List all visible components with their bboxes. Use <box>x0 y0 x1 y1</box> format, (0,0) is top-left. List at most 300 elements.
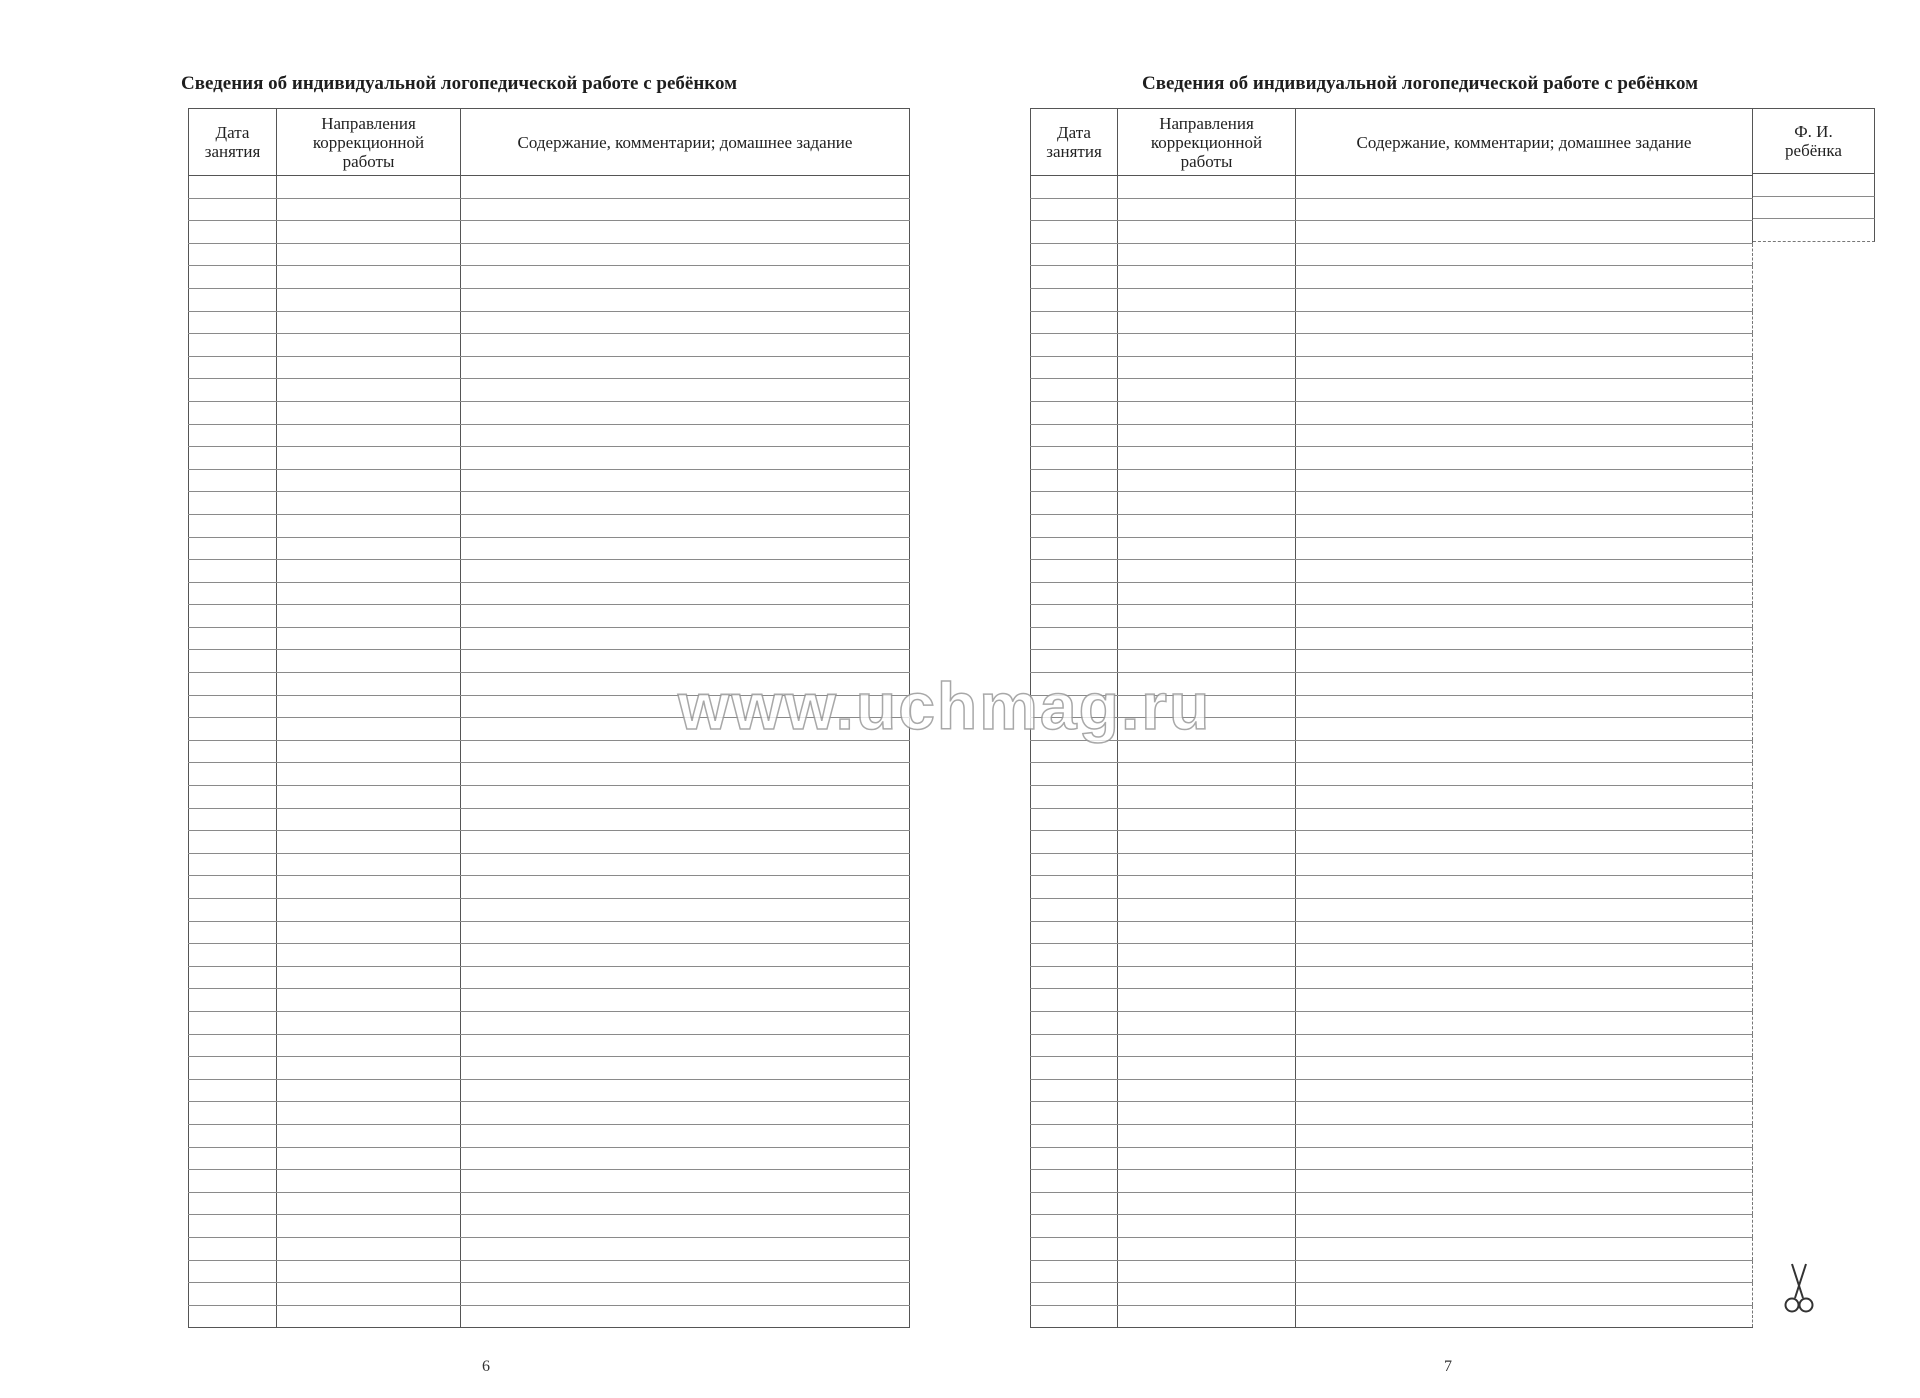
date-cell[interactable] <box>1031 944 1118 967</box>
direction-cell[interactable] <box>277 243 461 266</box>
content-cell[interactable] <box>1296 808 1753 831</box>
content-cell[interactable] <box>461 288 910 311</box>
direction-cell[interactable] <box>1118 853 1296 876</box>
direction-cell[interactable] <box>277 1305 461 1328</box>
direction-cell[interactable] <box>1118 198 1296 221</box>
content-cell[interactable] <box>1296 1034 1753 1057</box>
direction-cell[interactable] <box>1118 1215 1296 1238</box>
date-cell[interactable] <box>1031 921 1118 944</box>
content-cell[interactable] <box>1296 560 1753 583</box>
direction-cell[interactable] <box>277 673 461 696</box>
child-name-row[interactable] <box>1753 197 1875 220</box>
direction-cell[interactable] <box>1118 1147 1296 1170</box>
date-cell[interactable] <box>189 221 277 244</box>
direction-cell[interactable] <box>277 582 461 605</box>
direction-cell[interactable] <box>277 695 461 718</box>
date-cell[interactable] <box>1031 401 1118 424</box>
date-cell[interactable] <box>189 989 277 1012</box>
direction-cell[interactable] <box>277 1147 461 1170</box>
date-cell[interactable] <box>189 853 277 876</box>
date-cell[interactable] <box>189 243 277 266</box>
date-cell[interactable] <box>1031 492 1118 515</box>
direction-cell[interactable] <box>1118 469 1296 492</box>
direction-cell[interactable] <box>277 853 461 876</box>
direction-cell[interactable] <box>277 740 461 763</box>
content-cell[interactable] <box>461 311 910 334</box>
date-cell[interactable] <box>1031 379 1118 402</box>
date-cell[interactable] <box>189 198 277 221</box>
content-cell[interactable] <box>461 1147 910 1170</box>
direction-cell[interactable] <box>1118 1102 1296 1125</box>
content-cell[interactable] <box>461 944 910 967</box>
direction-cell[interactable] <box>1118 401 1296 424</box>
direction-cell[interactable] <box>277 808 461 831</box>
content-cell[interactable] <box>461 1237 910 1260</box>
direction-cell[interactable] <box>1118 989 1296 1012</box>
date-cell[interactable] <box>189 627 277 650</box>
direction-cell[interactable] <box>277 560 461 583</box>
date-cell[interactable] <box>1031 808 1118 831</box>
direction-cell[interactable] <box>1118 1079 1296 1102</box>
content-cell[interactable] <box>461 1124 910 1147</box>
date-cell[interactable] <box>1031 1283 1118 1306</box>
date-cell[interactable] <box>189 831 277 854</box>
content-cell[interactable] <box>461 1260 910 1283</box>
direction-cell[interactable] <box>1118 1305 1296 1328</box>
content-cell[interactable] <box>1296 605 1753 628</box>
content-cell[interactable] <box>461 876 910 899</box>
direction-cell[interactable] <box>1118 763 1296 786</box>
direction-cell[interactable] <box>277 1260 461 1283</box>
direction-cell[interactable] <box>1118 1057 1296 1080</box>
direction-cell[interactable] <box>1118 673 1296 696</box>
date-cell[interactable] <box>189 537 277 560</box>
direction-cell[interactable] <box>277 1170 461 1193</box>
direction-cell[interactable] <box>277 1124 461 1147</box>
direction-cell[interactable] <box>1118 605 1296 628</box>
direction-cell[interactable] <box>1118 808 1296 831</box>
date-cell[interactable] <box>1031 334 1118 357</box>
date-cell[interactable] <box>189 401 277 424</box>
content-cell[interactable] <box>1296 1011 1753 1034</box>
direction-cell[interactable] <box>1118 311 1296 334</box>
date-cell[interactable] <box>1031 695 1118 718</box>
direction-cell[interactable] <box>1118 1260 1296 1283</box>
date-cell[interactable] <box>189 1192 277 1215</box>
date-cell[interactable] <box>189 718 277 741</box>
content-cell[interactable] <box>461 176 910 199</box>
content-cell[interactable] <box>461 786 910 809</box>
date-cell[interactable] <box>1031 1215 1118 1238</box>
direction-cell[interactable] <box>277 605 461 628</box>
content-cell[interactable] <box>461 740 910 763</box>
direction-cell[interactable] <box>277 176 461 199</box>
direction-cell[interactable] <box>277 311 461 334</box>
content-cell[interactable] <box>461 266 910 289</box>
content-cell[interactable] <box>1296 718 1753 741</box>
content-cell[interactable] <box>1296 673 1753 696</box>
direction-cell[interactable] <box>277 899 461 922</box>
date-cell[interactable] <box>189 1260 277 1283</box>
child-name-row[interactable] <box>1753 174 1875 197</box>
date-cell[interactable] <box>1031 966 1118 989</box>
content-cell[interactable] <box>1296 1102 1753 1125</box>
date-cell[interactable] <box>189 808 277 831</box>
direction-cell[interactable] <box>277 876 461 899</box>
content-cell[interactable] <box>461 695 910 718</box>
date-cell[interactable] <box>189 1034 277 1057</box>
content-cell[interactable] <box>1296 627 1753 650</box>
date-cell[interactable] <box>1031 243 1118 266</box>
direction-cell[interactable] <box>277 266 461 289</box>
content-cell[interactable] <box>1296 966 1753 989</box>
content-cell[interactable] <box>1296 424 1753 447</box>
date-cell[interactable] <box>1031 176 1118 199</box>
content-cell[interactable] <box>1296 1170 1753 1193</box>
direction-cell[interactable] <box>1118 221 1296 244</box>
direction-cell[interactable] <box>1118 560 1296 583</box>
date-cell[interactable] <box>189 1124 277 1147</box>
content-cell[interactable] <box>461 379 910 402</box>
direction-cell[interactable] <box>277 334 461 357</box>
content-cell[interactable] <box>461 1192 910 1215</box>
direction-cell[interactable] <box>277 469 461 492</box>
content-cell[interactable] <box>1296 379 1753 402</box>
content-cell[interactable] <box>461 221 910 244</box>
content-cell[interactable] <box>461 537 910 560</box>
date-cell[interactable] <box>189 944 277 967</box>
direction-cell[interactable] <box>277 379 461 402</box>
content-cell[interactable] <box>1296 786 1753 809</box>
date-cell[interactable] <box>189 1079 277 1102</box>
date-cell[interactable] <box>189 334 277 357</box>
content-cell[interactable] <box>1296 1283 1753 1306</box>
direction-cell[interactable] <box>277 627 461 650</box>
direction-cell[interactable] <box>277 989 461 1012</box>
content-cell[interactable] <box>461 356 910 379</box>
date-cell[interactable] <box>1031 1237 1118 1260</box>
content-cell[interactable] <box>461 560 910 583</box>
direction-cell[interactable] <box>277 1283 461 1306</box>
content-cell[interactable] <box>1296 695 1753 718</box>
direction-cell[interactable] <box>277 1237 461 1260</box>
content-cell[interactable] <box>1296 1057 1753 1080</box>
direction-cell[interactable] <box>277 514 461 537</box>
date-cell[interactable] <box>1031 831 1118 854</box>
direction-cell[interactable] <box>1118 1170 1296 1193</box>
content-cell[interactable] <box>461 763 910 786</box>
content-cell[interactable] <box>461 673 910 696</box>
date-cell[interactable] <box>1031 1079 1118 1102</box>
direction-cell[interactable] <box>277 492 461 515</box>
date-cell[interactable] <box>1031 853 1118 876</box>
date-cell[interactable] <box>1031 424 1118 447</box>
date-cell[interactable] <box>189 695 277 718</box>
content-cell[interactable] <box>461 921 910 944</box>
date-cell[interactable] <box>1031 605 1118 628</box>
content-cell[interactable] <box>461 605 910 628</box>
direction-cell[interactable] <box>277 1057 461 1080</box>
content-cell[interactable] <box>1296 311 1753 334</box>
date-cell[interactable] <box>189 650 277 673</box>
date-cell[interactable] <box>1031 266 1118 289</box>
direction-cell[interactable] <box>1118 1237 1296 1260</box>
direction-cell[interactable] <box>277 966 461 989</box>
date-cell[interactable] <box>1031 899 1118 922</box>
direction-cell[interactable] <box>1118 356 1296 379</box>
date-cell[interactable] <box>189 447 277 470</box>
content-cell[interactable] <box>461 1215 910 1238</box>
direction-cell[interactable] <box>277 1011 461 1034</box>
date-cell[interactable] <box>189 356 277 379</box>
date-cell[interactable] <box>1031 1305 1118 1328</box>
direction-cell[interactable] <box>1118 1124 1296 1147</box>
direction-cell[interactable] <box>1118 288 1296 311</box>
date-cell[interactable] <box>1031 560 1118 583</box>
date-cell[interactable] <box>1031 1124 1118 1147</box>
content-cell[interactable] <box>461 401 910 424</box>
direction-cell[interactable] <box>1118 537 1296 560</box>
content-cell[interactable] <box>461 650 910 673</box>
content-cell[interactable] <box>461 424 910 447</box>
content-cell[interactable] <box>1296 243 1753 266</box>
date-cell[interactable] <box>1031 447 1118 470</box>
date-cell[interactable] <box>189 1147 277 1170</box>
date-cell[interactable] <box>1031 673 1118 696</box>
direction-cell[interactable] <box>277 650 461 673</box>
date-cell[interactable] <box>189 582 277 605</box>
date-cell[interactable] <box>189 763 277 786</box>
direction-cell[interactable] <box>1118 966 1296 989</box>
direction-cell[interactable] <box>1118 944 1296 967</box>
content-cell[interactable] <box>1296 921 1753 944</box>
content-cell[interactable] <box>1296 1237 1753 1260</box>
date-cell[interactable] <box>189 1283 277 1306</box>
content-cell[interactable] <box>1296 899 1753 922</box>
content-cell[interactable] <box>1296 763 1753 786</box>
content-cell[interactable] <box>461 1011 910 1034</box>
content-cell[interactable] <box>1296 537 1753 560</box>
direction-cell[interactable] <box>1118 1011 1296 1034</box>
content-cell[interactable] <box>461 1079 910 1102</box>
content-cell[interactable] <box>461 198 910 221</box>
date-cell[interactable] <box>189 560 277 583</box>
date-cell[interactable] <box>189 899 277 922</box>
date-cell[interactable] <box>1031 514 1118 537</box>
date-cell[interactable] <box>1031 650 1118 673</box>
date-cell[interactable] <box>189 786 277 809</box>
date-cell[interactable] <box>189 469 277 492</box>
content-cell[interactable] <box>461 334 910 357</box>
date-cell[interactable] <box>189 1102 277 1125</box>
direction-cell[interactable] <box>277 356 461 379</box>
content-cell[interactable] <box>1296 288 1753 311</box>
date-cell[interactable] <box>189 1215 277 1238</box>
content-cell[interactable] <box>1296 831 1753 854</box>
content-cell[interactable] <box>461 492 910 515</box>
direction-cell[interactable] <box>1118 514 1296 537</box>
content-cell[interactable] <box>461 582 910 605</box>
content-cell[interactable] <box>1296 514 1753 537</box>
date-cell[interactable] <box>189 514 277 537</box>
date-cell[interactable] <box>1031 876 1118 899</box>
content-cell[interactable] <box>1296 401 1753 424</box>
direction-cell[interactable] <box>1118 786 1296 809</box>
content-cell[interactable] <box>1296 853 1753 876</box>
date-cell[interactable] <box>1031 198 1118 221</box>
date-cell[interactable] <box>1031 469 1118 492</box>
direction-cell[interactable] <box>277 221 461 244</box>
date-cell[interactable] <box>1031 582 1118 605</box>
date-cell[interactable] <box>189 288 277 311</box>
date-cell[interactable] <box>1031 718 1118 741</box>
content-cell[interactable] <box>461 989 910 1012</box>
direction-cell[interactable] <box>1118 831 1296 854</box>
direction-cell[interactable] <box>277 401 461 424</box>
date-cell[interactable] <box>1031 786 1118 809</box>
direction-cell[interactable] <box>1118 650 1296 673</box>
content-cell[interactable] <box>1296 1215 1753 1238</box>
content-cell[interactable] <box>461 1283 910 1306</box>
direction-cell[interactable] <box>1118 582 1296 605</box>
date-cell[interactable] <box>1031 989 1118 1012</box>
direction-cell[interactable] <box>1118 876 1296 899</box>
content-cell[interactable] <box>461 627 910 650</box>
date-cell[interactable] <box>1031 221 1118 244</box>
date-cell[interactable] <box>189 266 277 289</box>
direction-cell[interactable] <box>277 1034 461 1057</box>
date-cell[interactable] <box>1031 1057 1118 1080</box>
direction-cell[interactable] <box>277 831 461 854</box>
content-cell[interactable] <box>1296 221 1753 244</box>
content-cell[interactable] <box>1296 1192 1753 1215</box>
content-cell[interactable] <box>461 808 910 831</box>
content-cell[interactable] <box>461 853 910 876</box>
content-cell[interactable] <box>1296 176 1753 199</box>
direction-cell[interactable] <box>1118 447 1296 470</box>
date-cell[interactable] <box>189 1237 277 1260</box>
content-cell[interactable] <box>461 718 910 741</box>
content-cell[interactable] <box>1296 650 1753 673</box>
direction-cell[interactable] <box>277 288 461 311</box>
direction-cell[interactable] <box>1118 1034 1296 1057</box>
direction-cell[interactable] <box>1118 176 1296 199</box>
content-cell[interactable] <box>461 1057 910 1080</box>
direction-cell[interactable] <box>1118 424 1296 447</box>
content-cell[interactable] <box>1296 266 1753 289</box>
direction-cell[interactable] <box>1118 740 1296 763</box>
content-cell[interactable] <box>1296 989 1753 1012</box>
date-cell[interactable] <box>189 740 277 763</box>
date-cell[interactable] <box>189 492 277 515</box>
content-cell[interactable] <box>461 1305 910 1328</box>
date-cell[interactable] <box>189 1305 277 1328</box>
content-cell[interactable] <box>461 1102 910 1125</box>
content-cell[interactable] <box>461 447 910 470</box>
content-cell[interactable] <box>1296 1260 1753 1283</box>
date-cell[interactable] <box>189 605 277 628</box>
direction-cell[interactable] <box>277 198 461 221</box>
direction-cell[interactable] <box>277 1102 461 1125</box>
date-cell[interactable] <box>1031 311 1118 334</box>
direction-cell[interactable] <box>1118 243 1296 266</box>
content-cell[interactable] <box>1296 492 1753 515</box>
direction-cell[interactable] <box>277 1192 461 1215</box>
date-cell[interactable] <box>189 966 277 989</box>
date-cell[interactable] <box>1031 1034 1118 1057</box>
date-cell[interactable] <box>1031 740 1118 763</box>
date-cell[interactable] <box>189 311 277 334</box>
direction-cell[interactable] <box>277 763 461 786</box>
direction-cell[interactable] <box>1118 492 1296 515</box>
direction-cell[interactable] <box>277 718 461 741</box>
content-cell[interactable] <box>1296 356 1753 379</box>
content-cell[interactable] <box>1296 1079 1753 1102</box>
date-cell[interactable] <box>189 424 277 447</box>
date-cell[interactable] <box>189 1011 277 1034</box>
content-cell[interactable] <box>1296 876 1753 899</box>
child-name-row[interactable] <box>1753 219 1875 242</box>
content-cell[interactable] <box>461 899 910 922</box>
content-cell[interactable] <box>1296 1147 1753 1170</box>
date-cell[interactable] <box>1031 537 1118 560</box>
date-cell[interactable] <box>1031 1192 1118 1215</box>
direction-cell[interactable] <box>277 537 461 560</box>
direction-cell[interactable] <box>1118 921 1296 944</box>
content-cell[interactable] <box>461 1034 910 1057</box>
content-cell[interactable] <box>1296 198 1753 221</box>
date-cell[interactable] <box>1031 1011 1118 1034</box>
date-cell[interactable] <box>189 1170 277 1193</box>
content-cell[interactable] <box>1296 1305 1753 1328</box>
date-cell[interactable] <box>1031 1170 1118 1193</box>
date-cell[interactable] <box>189 673 277 696</box>
date-cell[interactable] <box>1031 1102 1118 1125</box>
direction-cell[interactable] <box>1118 1283 1296 1306</box>
date-cell[interactable] <box>1031 763 1118 786</box>
content-cell[interactable] <box>1296 582 1753 605</box>
content-cell[interactable] <box>461 243 910 266</box>
direction-cell[interactable] <box>277 944 461 967</box>
direction-cell[interactable] <box>1118 379 1296 402</box>
date-cell[interactable] <box>189 1057 277 1080</box>
direction-cell[interactable] <box>277 1215 461 1238</box>
date-cell[interactable] <box>189 876 277 899</box>
content-cell[interactable] <box>461 966 910 989</box>
direction-cell[interactable] <box>1118 627 1296 650</box>
content-cell[interactable] <box>1296 1124 1753 1147</box>
date-cell[interactable] <box>189 921 277 944</box>
direction-cell[interactable] <box>1118 334 1296 357</box>
direction-cell[interactable] <box>1118 266 1296 289</box>
direction-cell[interactable] <box>277 921 461 944</box>
content-cell[interactable] <box>461 514 910 537</box>
direction-cell[interactable] <box>277 786 461 809</box>
date-cell[interactable] <box>189 379 277 402</box>
content-cell[interactable] <box>1296 944 1753 967</box>
direction-cell[interactable] <box>1118 1192 1296 1215</box>
direction-cell[interactable] <box>1118 899 1296 922</box>
date-cell[interactable] <box>1031 1147 1118 1170</box>
date-cell[interactable] <box>189 176 277 199</box>
date-cell[interactable] <box>1031 1260 1118 1283</box>
content-cell[interactable] <box>461 1170 910 1193</box>
content-cell[interactable] <box>1296 334 1753 357</box>
direction-cell[interactable] <box>277 447 461 470</box>
direction-cell[interactable] <box>277 424 461 447</box>
date-cell[interactable] <box>1031 356 1118 379</box>
content-cell[interactable] <box>461 831 910 854</box>
